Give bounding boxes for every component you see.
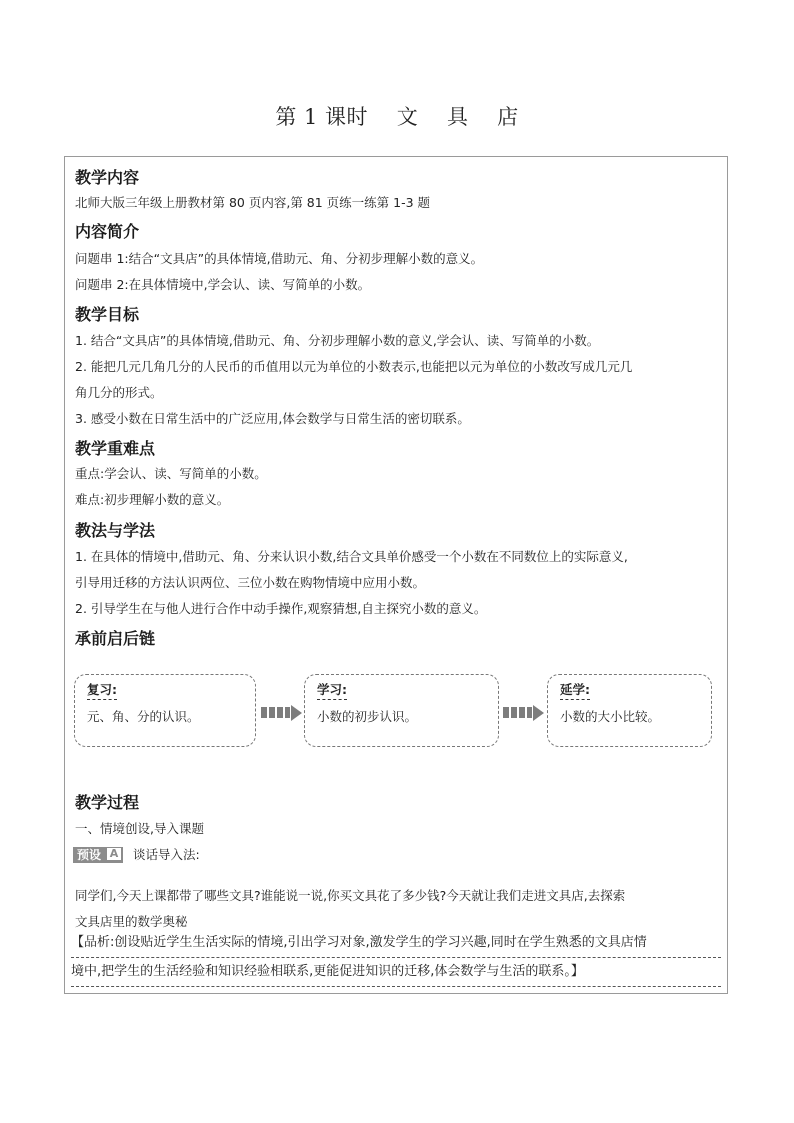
- intro-line: 文具店里的数学奥秘: [75, 914, 188, 929]
- section-heading-teaching-goals: 教学目标: [75, 305, 140, 324]
- chain-box-extend: [547, 674, 712, 747]
- key-point-line: 重点:学会认、读、写简单的小数。: [75, 466, 267, 481]
- section-heading-content-intro: 内容简介: [75, 222, 140, 241]
- teaching-content-text: 北师大版三年级上册教材第 80 页内容,第 81 页练一练第 1-3 题: [75, 195, 431, 210]
- key-point-line: 难点:初步理解小数的意义。: [75, 492, 230, 507]
- section-heading-teaching-content: 教学内容: [75, 168, 140, 187]
- preset-badge-label: 预设: [77, 848, 102, 862]
- comment-line: 境中,把学生的生活经验和知识经验相联系,更能促进知识的迁移,体会数学与生活的联系。】: [71, 958, 721, 987]
- preset-method: 谈话导入法:: [133, 847, 200, 862]
- comment-line: 【品析:创设贴近学生生活实际的情境,引出学习对象,激发学生的学习兴趣,同时在学生熟悉的文具店情: [71, 929, 721, 958]
- content-intro-line: 问题串 2:在具体情境中,学会认、读、写简单的小数。: [75, 277, 371, 292]
- teaching-goal-line: 角几分的形式。: [75, 385, 163, 400]
- preset-badge: [73, 847, 123, 863]
- section-heading-process: 教学过程: [75, 793, 140, 812]
- section-heading-methods: 教法与学法: [75, 521, 156, 540]
- chain-box-label: 学习:: [317, 680, 347, 700]
- chain-box-learn: [304, 674, 499, 747]
- intro-line: 同学们,今天上课都带了哪些文具?谁能说一说,你买文具花了多少钱?今天就让我们走进文具店,去探索: [75, 888, 626, 903]
- arrow-right-icon: [503, 705, 547, 721]
- section-heading-chain: 承前启后链: [75, 629, 156, 648]
- chain-box-label: 延学:: [560, 680, 590, 700]
- method-line: 1. 在具体的情境中,借助元、角、分来认识小数,结合文具单价感受一个小数在不同数位上的实际意义,: [75, 549, 628, 564]
- teaching-goal-line: 3. 感受小数在日常生活中的广泛应用,体会数学与日常生活的密切联系。: [75, 411, 470, 426]
- teaching-goal-line: 2. 能把几元几角几分的人民币的币值用以元为单位的小数表示,也能把以元为单位的小数改写成几元几: [75, 359, 633, 374]
- method-line: 引导用迁移的方法认识两位、三位小数在购物情境中应用小数。: [75, 575, 426, 590]
- arrow-right-icon: [261, 705, 305, 721]
- chain-box-review: [74, 674, 256, 747]
- preset-badge-letter: A: [107, 848, 121, 860]
- lesson-plan-table: [64, 156, 728, 994]
- chain-box-text: 元、角、分的认识。: [87, 709, 200, 724]
- page-title: 第 1 课时 文 具 店: [275, 105, 519, 129]
- content-intro-line: 问题串 1:结合“文具店”的具体情境,借助元、角、分初步理解小数的意义。: [75, 251, 484, 266]
- chain-box-text: 小数的初步认识。: [317, 709, 418, 724]
- method-line: 2. 引导学生在与他人进行合作中动手操作,观察猜想,自主探究小数的意义。: [75, 601, 487, 616]
- section-heading-key-points: 教学重难点: [75, 439, 156, 458]
- comment-block: [71, 929, 721, 987]
- chain-box-label: 复习:: [87, 680, 117, 700]
- chain-box-text: 小数的大小比较。: [560, 709, 661, 724]
- process-subheading: 一、情境创设,导入课题: [75, 821, 204, 836]
- teaching-goal-line: 1. 结合“文具店”的具体情境,借助元、角、分初步理解小数的意义,学会认、读、写简单的小数。: [75, 333, 600, 348]
